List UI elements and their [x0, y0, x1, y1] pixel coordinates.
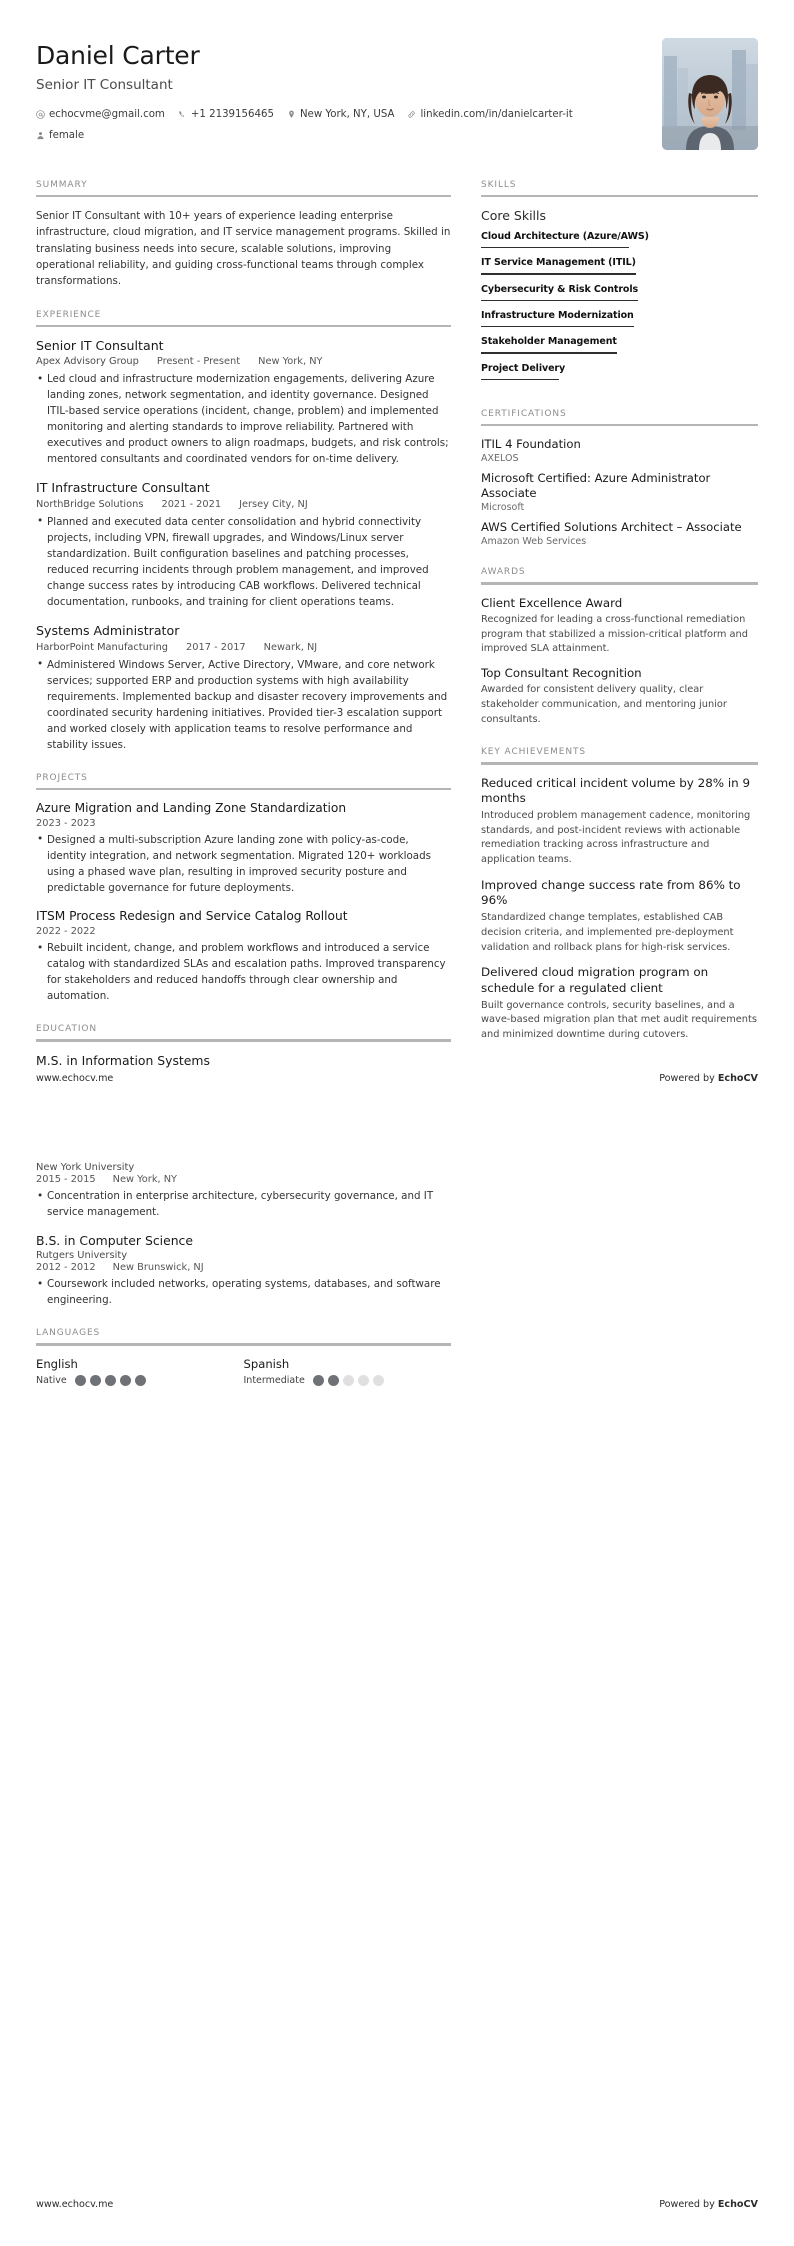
project-entry — [36, 801, 451, 896]
section-key-achievements — [481, 747, 758, 1042]
skill-underline — [481, 247, 629, 248]
page-footer — [36, 2199, 758, 2210]
language-level-row — [36, 1375, 244, 1386]
section-key-achievements-title: KEY ACHIEVEMENTS — [481, 747, 586, 758]
experience-dates: 2021 - 2021 — [161, 498, 222, 510]
section-education — [36, 1024, 451, 1068]
experience-bullets — [36, 371, 451, 467]
award-description: Awarded for consistent delivery quality, clear stakeholder communication, and mentoring junior consultants. — [481, 684, 727, 725]
languages-grid — [36, 1357, 451, 1386]
achievement-description: Standardized change templates, established CAB decision criteria, and implemented pre-deployment validation and rollback plans for high-risk services. — [481, 912, 734, 953]
section-divider — [36, 325, 451, 327]
section-skills — [481, 180, 758, 389]
resume-columns — [36, 180, 758, 1089]
certification-item — [481, 471, 758, 513]
section-languages-title: LANGUAGES — [36, 1328, 101, 1339]
award-name: Top Consultant Recognition — [481, 665, 642, 680]
education-degree: B.S. in Computer Science — [36, 1233, 193, 1249]
bullet-item: • Rebuilt incident, change, and problem workflows and introduced a service catalog with standardized SLAs and escalation paths. Improved transparency for stakeholders and reduced handoffs through clear ownership and automation. — [36, 940, 451, 1004]
section-summary-title: SUMMARY — [36, 180, 88, 190]
section-projects-title: PROJECTS — [36, 772, 88, 783]
skill-label: Stakeholder Management — [481, 336, 617, 348]
experience-job-title: Senior IT Consultant — [36, 337, 164, 353]
project-dates: 2022 - 2022 — [36, 926, 96, 938]
email-icon — [36, 110, 45, 119]
section-summary — [36, 180, 451, 290]
award-name: Client Excellence Award — [481, 595, 623, 610]
contact-gender — [36, 127, 596, 144]
section-certifications-title: CERTIFICATIONS — [481, 408, 567, 419]
section-projects — [36, 773, 451, 1004]
proficiency-dot — [358, 1375, 369, 1386]
experience-entry — [36, 338, 451, 468]
language-proficiency-dots — [313, 1375, 384, 1386]
footer-powered-prefix: Powered by — [659, 2199, 718, 2210]
section-languages — [36, 1328, 451, 1385]
project-title: Azure Migration and Landing Zone Standardization — [36, 801, 347, 816]
certification-item — [481, 437, 758, 464]
education-school: New York University — [36, 1162, 135, 1173]
experience-dates: 2017 - 2017 — [186, 641, 246, 653]
experience-meta — [36, 356, 451, 367]
skill-item — [481, 257, 636, 274]
section-divider — [36, 1343, 451, 1345]
candidate-name: Daniel Carter — [36, 41, 200, 70]
skill-label: Project Delivery — [481, 362, 566, 374]
contact-row — [36, 106, 596, 145]
skill-label: Infrastructure Modernization — [481, 310, 634, 322]
experience-job-title: IT Infrastructure Consultant — [36, 480, 210, 496]
left-column-continued — [36, 1162, 451, 1406]
education-entry — [36, 1233, 451, 1308]
language-name: Spanish — [243, 1356, 290, 1371]
language-name: English — [36, 1356, 78, 1371]
resume-page-2 — [0, 1122, 794, 2246]
footer-powered-by — [659, 2199, 758, 2210]
skill-underline — [481, 273, 636, 274]
certification-name: Microsoft Certified: Azure Administrator Associate — [481, 471, 711, 501]
page-footer — [36, 1073, 758, 1084]
contact-gender-value: female — [49, 129, 85, 141]
language-level: Intermediate — [243, 1374, 305, 1386]
bullet-item: • Concentration in enterprise architecture, cybersecurity governance, and IT service management. — [36, 1188, 451, 1220]
education-school: Rutgers University — [36, 1250, 128, 1262]
skill-item — [481, 284, 638, 301]
education-dates: 2015 - 2015 — [36, 1174, 96, 1185]
experience-job-title: Systems Administrator — [36, 623, 180, 639]
contact-phone[interactable] — [178, 106, 274, 123]
bullet-item: • Designed a multi-subscription Azure landing zone with policy-as-code, identity integration, and network segmentation. Migrated 120+ workloads using a phased wave plan, resulting in improved security posture and predictable governance for future deployments. — [36, 832, 451, 896]
proficiency-dot — [135, 1375, 146, 1386]
bullet-item: • Coursework included networks, operating systems, databases, and software engineering. — [36, 1276, 451, 1308]
footer-powered-prefix: Powered by — [659, 1073, 718, 1084]
achievement-item — [481, 776, 758, 868]
link-icon — [407, 110, 416, 119]
language-level: Native — [36, 1374, 67, 1386]
skill-underline — [481, 326, 634, 327]
proficiency-dot — [328, 1375, 339, 1386]
project-title: ITSM Process Redesign and Service Catalog Rollout — [36, 909, 348, 924]
section-awards — [481, 567, 758, 727]
experience-location: New York, NY — [258, 356, 323, 368]
summary-text: Senior IT Consultant with 10+ years of experience leading enterprise infrastructure, cloud migration, and IT service management programs. Skilled in translating business needs into secure, scalable solutions, improving operational reliability, and guiding cross-functional teams through complex transformations. — [36, 210, 451, 288]
footer-powered-by — [659, 1073, 758, 1084]
experience-organization: Apex Advisory Group — [36, 356, 139, 368]
footer-site-url[interactable]: www.echocv.me — [36, 1073, 114, 1084]
proficiency-dot — [105, 1375, 116, 1386]
experience-meta — [36, 642, 451, 653]
language-level-row — [244, 1375, 452, 1386]
achievement-description: Built governance controls, security baselines, and a wave-based migration plan that met audit requirements and minimized downtime during cutovers. — [481, 999, 757, 1040]
certification-name: AWS Certified Solutions Architect – Associate — [481, 520, 742, 535]
section-divider — [36, 195, 451, 197]
education-meta — [36, 1174, 451, 1185]
header-text-block — [36, 38, 646, 144]
skills-group-name: Core Skills — [481, 208, 547, 224]
language-item — [244, 1357, 452, 1386]
section-education-title: EDUCATION — [36, 1024, 98, 1035]
left-column — [36, 180, 451, 1089]
skill-item — [481, 310, 634, 327]
section-certifications — [481, 409, 758, 547]
proficiency-dot — [90, 1375, 101, 1386]
education-bullets — [36, 1276, 451, 1308]
education-bullets — [36, 1188, 451, 1220]
phone-icon — [178, 110, 187, 119]
section-divider — [481, 762, 758, 764]
certification-issuer: Microsoft — [481, 502, 525, 514]
contact-email-value: echocvme@gmail.com — [49, 108, 165, 120]
contact-linkedin[interactable] — [407, 106, 572, 123]
section-experience — [36, 310, 451, 753]
proficiency-dot — [120, 1375, 131, 1386]
contact-linkedin-value: linkedin.com/in/danielcarter-it — [420, 108, 573, 120]
footer-site-url[interactable]: www.echocv.me — [36, 2199, 114, 2210]
experience-bullets — [36, 657, 451, 753]
section-divider — [481, 424, 758, 426]
proficiency-dot — [373, 1375, 384, 1386]
language-proficiency-dots — [75, 1375, 146, 1386]
language-item — [36, 1357, 244, 1386]
education-location: New Brunswick, NJ — [112, 1262, 204, 1274]
contact-phone-value: +1 2139156465 — [190, 108, 274, 120]
section-awards-title: AWARDS — [481, 567, 526, 578]
resume-page-1 — [0, 0, 794, 1122]
skill-item — [481, 231, 758, 248]
experience-bullets — [36, 514, 451, 610]
achievement-name: Reduced critical incident volume by 28% in 9 months — [481, 775, 751, 806]
skills-grid — [481, 231, 758, 389]
bullet-item: • Planned and executed data center consolidation and hybrid connectivity projects, including VPN, firewall upgrades, and Windows/Linux server standardization. Built configuration baselines and patching processes, reduced recurring incidents through problem management, and improved change success rates by introducing CAB workflows. Delivered technical documentation, runbooks, and training for client operations teams. — [36, 514, 451, 610]
footer-brand: EchoCV — [717, 2199, 758, 2210]
right-column — [481, 180, 758, 1063]
project-bullets — [36, 940, 451, 1004]
skill-item — [481, 336, 617, 353]
skill-label: Cybersecurity & Risk Controls — [481, 283, 639, 295]
section-skills-title: SKILLS — [481, 180, 517, 190]
section-divider — [36, 788, 451, 790]
section-experience-title: EXPERIENCE — [36, 309, 102, 320]
achievement-item — [481, 878, 758, 955]
bullet-item: • Led cloud and infrastructure modernization engagements, delivering Azure landing zones, network segmentation, and identity governance. Designed ITIL-based service operations (incident, change, problem) and implemented monitoring and alerting standards to improve reliability. Partnered with executives and product owners to align roadmaps, budgets, and risk controls; mentored consultants and coordinated vendors for on-time delivery. — [36, 371, 451, 467]
experience-entry — [36, 480, 451, 610]
experience-meta — [36, 499, 451, 510]
section-education-continued — [36, 1162, 451, 1308]
experience-location: Newark, NJ — [263, 641, 318, 653]
experience-location: Jersey City, NJ — [239, 498, 308, 510]
education-degree: M.S. in Information Systems — [36, 1052, 210, 1068]
certification-issuer: AXELOS — [481, 453, 519, 465]
award-description: Recognized for leading a cross-functional remediation program that stabilized a mission-critical platform and improved SLA attainment. — [481, 613, 748, 655]
achievement-name: Delivered cloud migration program on schedule for a regulated client — [481, 965, 709, 995]
contact-email[interactable] — [36, 106, 165, 123]
skill-underline — [481, 300, 638, 301]
project-dates: 2023 - 2023 — [36, 817, 96, 829]
section-divider — [481, 582, 758, 584]
experience-entry — [36, 623, 451, 753]
proficiency-dot — [75, 1375, 86, 1386]
skill-label: Cloud Architecture (Azure/AWS) — [481, 231, 649, 243]
section-divider — [36, 1039, 451, 1041]
candidate-job-title: Senior IT Consultant — [36, 76, 173, 93]
education-meta — [36, 1262, 451, 1273]
skill-item — [481, 363, 758, 380]
project-bullets — [36, 832, 451, 896]
skill-underline — [481, 352, 617, 353]
education-dates: 2012 - 2012 — [36, 1262, 96, 1274]
education-entry — [36, 1162, 451, 1220]
skill-underline — [481, 379, 559, 380]
footer-brand: EchoCV — [717, 1073, 758, 1084]
profile-photo — [662, 38, 758, 150]
project-entry — [36, 909, 451, 1004]
proficiency-dot — [313, 1375, 324, 1386]
proficiency-dot — [343, 1375, 354, 1386]
achievement-name: Improved change success rate from 86% to 96% — [481, 877, 741, 908]
award-item — [481, 666, 758, 727]
location-pin-icon — [287, 110, 296, 119]
person-icon — [36, 131, 45, 140]
achievement-description: Introduced problem management cadence, monitoring standards, and post-incident reviews with actionable remediation tracking across infrastructure and application teams. — [481, 809, 751, 866]
experience-organization: NorthBridge Solutions — [36, 498, 144, 510]
award-item — [481, 596, 758, 657]
certification-issuer: Amazon Web Services — [481, 536, 587, 548]
section-divider — [481, 195, 758, 197]
contact-location — [287, 106, 395, 123]
experience-organization: HarborPoint Manufacturing — [36, 641, 169, 653]
contact-location-value: New York, NY, USA — [299, 108, 395, 120]
skill-label: IT Service Management (ITIL) — [481, 257, 636, 269]
education-location: New York, NY — [112, 1174, 178, 1185]
experience-dates: Present - Present — [156, 356, 241, 368]
certification-name: ITIL 4 Foundation — [481, 437, 581, 452]
bullet-item: • Administered Windows Server, Active Directory, VMware, and core network services; supported ERP and production systems with high availability requirements. Implemented backup and disaster recovery improvements and coordinated security hardening initiatives. Provided tier-3 escalation support and worked closely with application teams to resolve performance and stability issues. — [36, 657, 451, 753]
achievement-item — [481, 965, 758, 1042]
certification-item — [481, 520, 758, 547]
resume-header — [36, 30, 758, 150]
